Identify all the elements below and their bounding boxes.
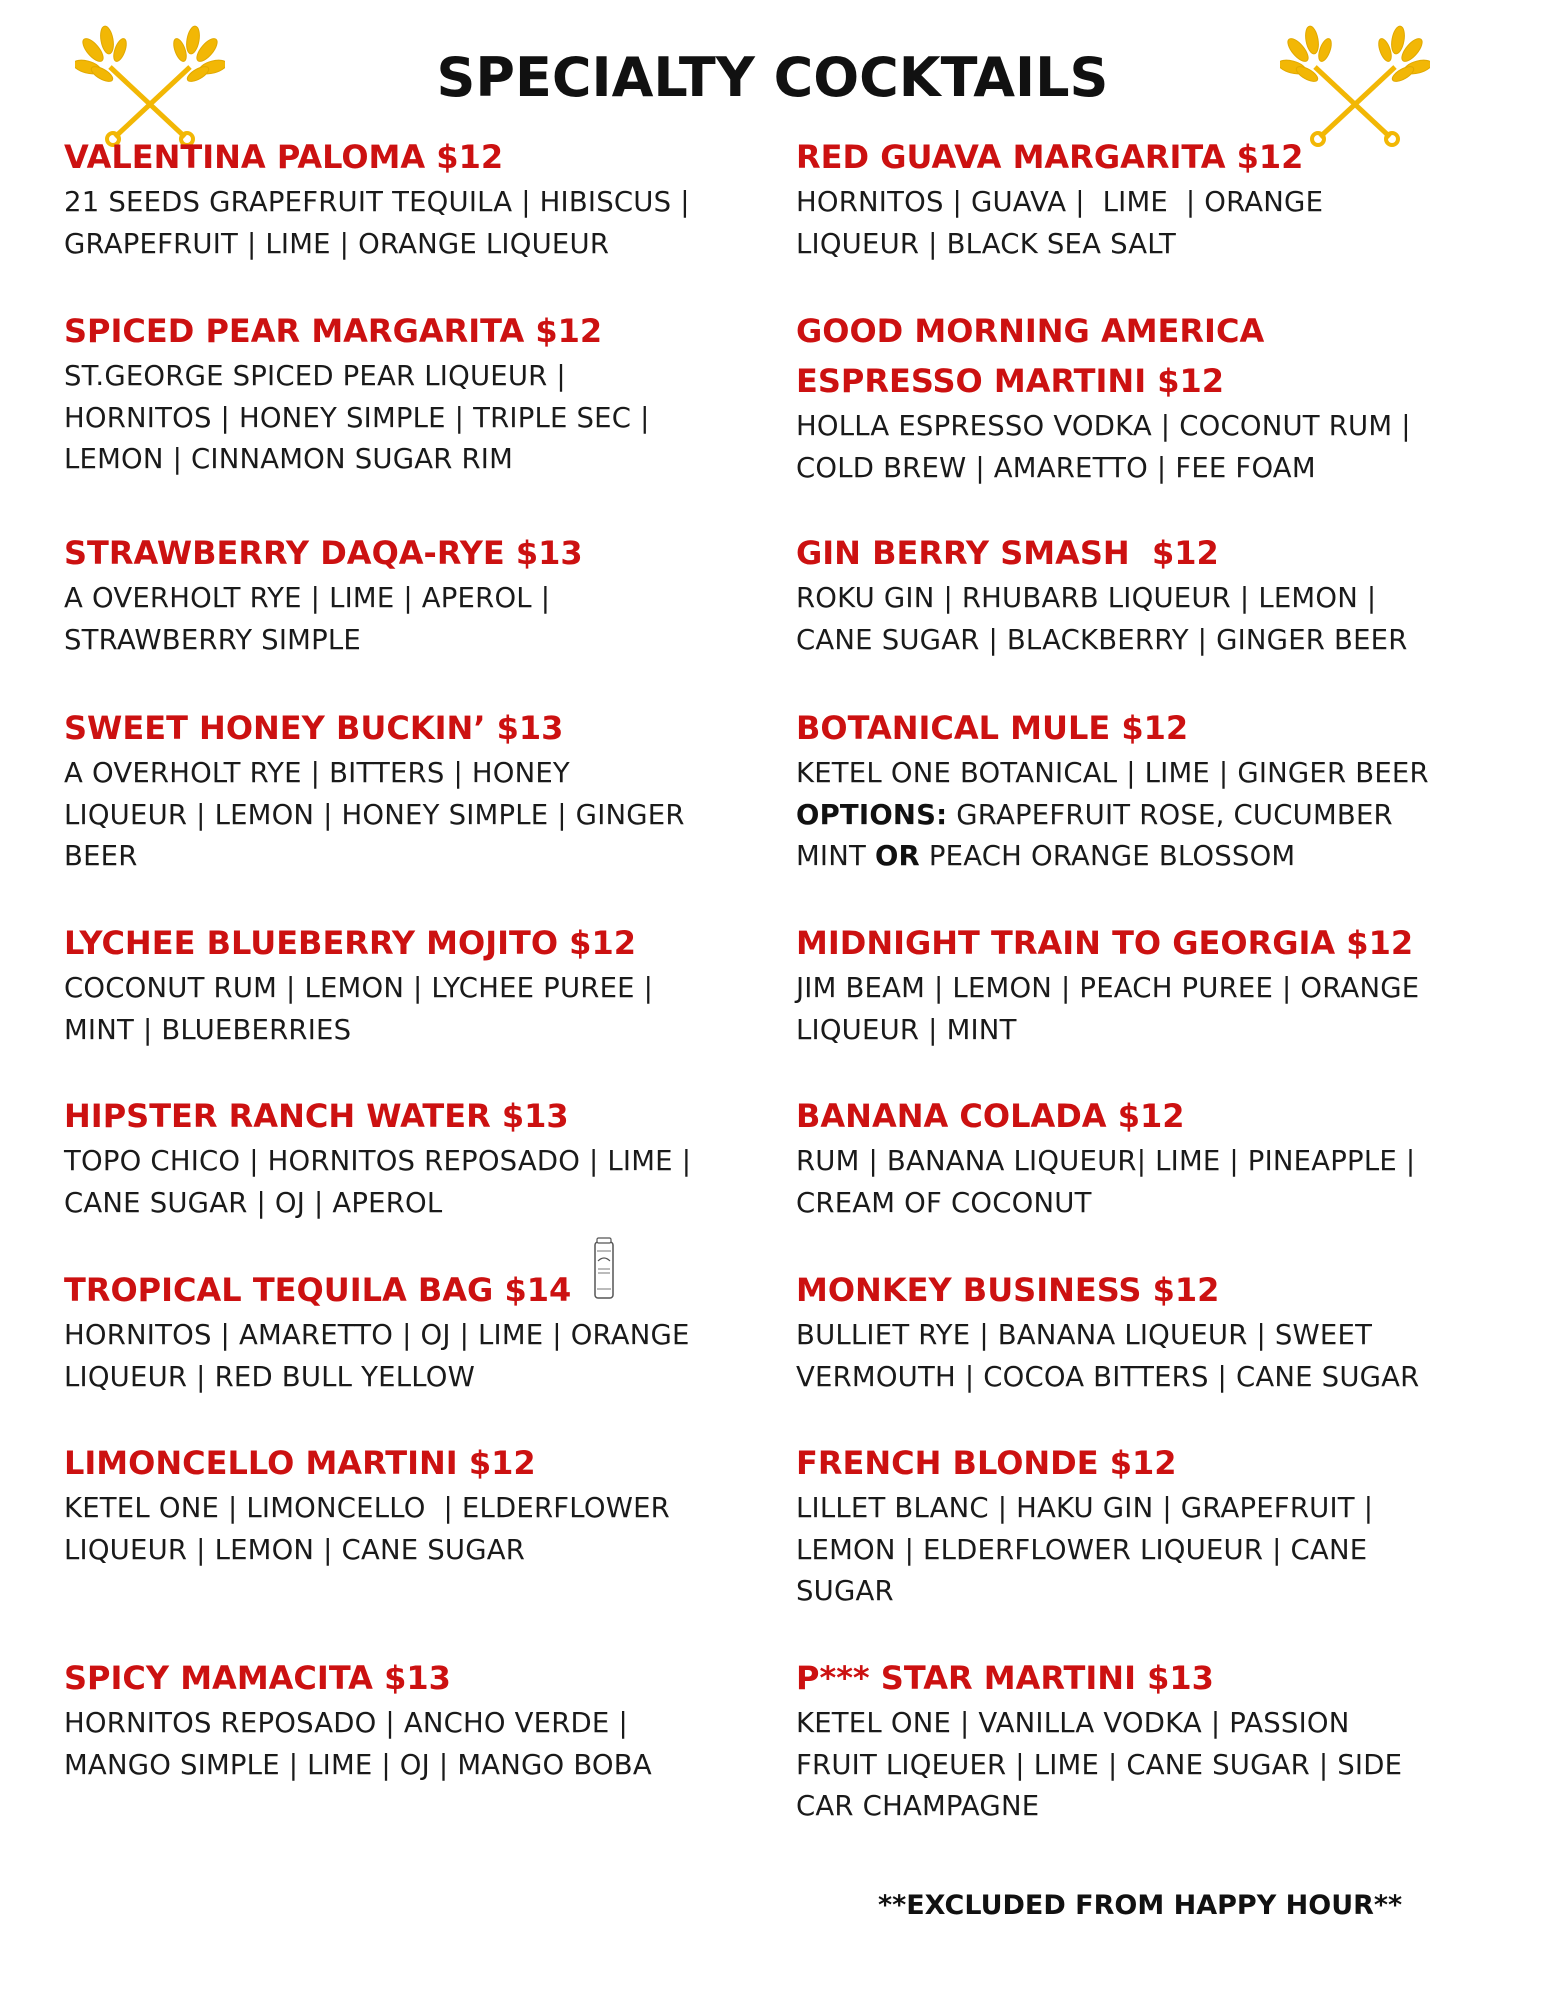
wheat-logo-right-icon bbox=[1280, 22, 1430, 150]
item-ingredients-line: HORNITOS | AMARETTO | OJ | LIME | ORANGE bbox=[64, 1319, 690, 1351]
item-name: LIMONCELLO MARTINI $12 bbox=[64, 1444, 536, 1482]
item-options-line bbox=[796, 836, 1511, 878]
item-ingredients-line: RUM | BANANA LIQUEUR| LIME | PINEAPPLE | bbox=[796, 1145, 1416, 1177]
item-ingredients-line: 21 SEEDS GRAPEFRUIT TEQUILA | HIBISCUS | bbox=[64, 186, 690, 218]
item-ingredients-line: HOLLA ESPRESSO VODKA | COCONUT RUM | bbox=[796, 410, 1411, 442]
menu-item bbox=[796, 1438, 1511, 1613]
item-name: MONKEY BUSINESS $12 bbox=[796, 1271, 1220, 1309]
item-ingredients-line: BEER bbox=[64, 840, 138, 872]
menu-item bbox=[64, 132, 764, 265]
page-title: SPECIALTY COCKTAILS bbox=[436, 46, 1109, 109]
item-ingredients-line: JIM BEAM | LEMON | PEACH PUREE | ORANGE bbox=[796, 972, 1420, 1004]
options-label: OPTIONS: bbox=[796, 798, 948, 831]
item-ingredients-line: A OVERHOLT RYE | LIME | APEROL | bbox=[64, 582, 551, 614]
item-ingredients-line: LEMON | ELDERFLOWER LIQUEUR | CANE bbox=[796, 1533, 1368, 1566]
item-ingredients-line: KETEL ONE | VANILLA VODKA | PASSION bbox=[796, 1707, 1350, 1739]
item-options-line bbox=[796, 795, 1511, 837]
item-name: HIPSTER RANCH WATER $13 bbox=[64, 1097, 569, 1135]
item-name: SWEET HONEY BUCKIN’ $13 bbox=[64, 709, 564, 747]
item-name: P*** STAR MARTINI $13 bbox=[796, 1659, 1214, 1697]
item-ingredients-line: CANE SUGAR | OJ | APEROL bbox=[64, 1186, 443, 1219]
item-ingredients-line: A OVERHOLT RYE | BITTERS | HONEY bbox=[64, 757, 570, 789]
item-ingredients-line: KETEL ONE BOTANICAL | LIME | GINGER BEER bbox=[796, 757, 1429, 789]
happy-hour-exclusion-note: **EXCLUDED FROM HAPPY HOUR** bbox=[878, 1890, 1403, 1921]
options-text: MINT bbox=[796, 840, 875, 872]
item-ingredients-line: KETEL ONE | LIMONCELLO | ELDERFLOWER bbox=[64, 1492, 670, 1524]
energy-drink-can-icon bbox=[592, 1237, 616, 1301]
item-name: VALENTINA PALOMA $12 bbox=[64, 138, 504, 176]
item-ingredients-line: LIQUEUR | MINT bbox=[796, 1013, 1017, 1046]
menu-item bbox=[796, 918, 1511, 1051]
item-ingredients-line: TOPO CHICO | HORNITOS REPOSADO | LIME | bbox=[64, 1145, 692, 1177]
menu-item bbox=[796, 1265, 1511, 1398]
options-text: GRAPEFRUIT ROSE, CUCUMBER bbox=[947, 798, 1393, 831]
item-ingredients-line: MANGO SIMPLE | LIME | OJ | MANGO BOBA bbox=[64, 1748, 652, 1781]
item-ingredients-line: CAR CHAMPAGNE bbox=[796, 1790, 1040, 1822]
item-ingredients-line: LIQUEUR | BLACK SEA SALT bbox=[796, 227, 1176, 260]
options-or: OR bbox=[874, 840, 920, 872]
menu-item bbox=[796, 703, 1511, 878]
item-name: BOTANICAL MULE $12 bbox=[796, 709, 1189, 747]
item-ingredients-line: GRAPEFRUIT | LIME | ORANGE LIQUEUR bbox=[64, 227, 610, 260]
item-ingredients-line: VERMOUTH | COCOA BITTERS | CANE SUGAR bbox=[796, 1360, 1420, 1393]
item-ingredients-line: ROKU GIN | RHUBARB LIQUEUR | LEMON | bbox=[796, 582, 1377, 614]
item-ingredients-line: LIQUEUR | LEMON | HONEY SIMPLE | GINGER bbox=[64, 798, 685, 831]
menu-item bbox=[796, 1653, 1511, 1828]
item-ingredients-line: COLD BREW | AMARETTO | FEE FOAM bbox=[796, 451, 1316, 484]
menu-item bbox=[64, 1653, 764, 1786]
menu-item bbox=[796, 306, 1511, 489]
item-ingredients-line: LILLET BLANC | HAKU GIN | GRAPEFRUIT | bbox=[796, 1492, 1374, 1524]
item-name: SPICED PEAR MARGARITA $12 bbox=[64, 312, 603, 350]
item-ingredients-line: LIQUEUR | RED BULL YELLOW bbox=[64, 1360, 476, 1393]
menu-item bbox=[64, 1091, 764, 1224]
item-name: LYCHEE BLUEBERRY MOJITO $12 bbox=[64, 924, 636, 962]
menu-item bbox=[64, 1438, 764, 1571]
item-ingredients-line: ST.GEORGE SPICED PEAR LIQUEUR | bbox=[64, 360, 566, 392]
item-name: FRENCH BLONDE $12 bbox=[796, 1444, 1177, 1482]
item-ingredients-line: HORNITOS | GUAVA | LIME | ORANGE bbox=[796, 186, 1324, 218]
item-name: GOOD MORNING AMERICA bbox=[796, 312, 1265, 350]
menu-item bbox=[796, 528, 1511, 661]
item-ingredients-line: MINT | BLUEBERRIES bbox=[64, 1013, 352, 1046]
item-ingredients-line: STRAWBERRY SIMPLE bbox=[64, 623, 361, 656]
item-ingredients-line: SUGAR bbox=[796, 1575, 894, 1607]
item-name: TROPICAL TEQUILA BAG $14 bbox=[64, 1271, 572, 1309]
item-ingredients-line: COCONUT RUM | LEMON | LYCHEE PUREE | bbox=[64, 972, 654, 1004]
item-ingredients-line: HORNITOS REPOSADO | ANCHO VERDE | bbox=[64, 1707, 628, 1739]
item-ingredients-line: BULLIET RYE | BANANA LIQUEUR | SWEET bbox=[796, 1319, 1373, 1351]
menu-item bbox=[796, 132, 1511, 265]
item-ingredients-line: HORNITOS | HONEY SIMPLE | TRIPLE SEC | bbox=[64, 401, 650, 434]
options-text: PEACH ORANGE BLOSSOM bbox=[919, 840, 1296, 872]
item-name: BANANA COLADA $12 bbox=[796, 1097, 1185, 1135]
item-ingredients-line: LEMON | CINNAMON SUGAR RIM bbox=[64, 443, 514, 475]
item-name: STRAWBERRY DAQA-RYE $13 bbox=[64, 534, 583, 572]
menu-item bbox=[64, 528, 764, 661]
item-name: RED GUAVA MARGARITA $12 bbox=[796, 138, 1304, 176]
item-ingredients-line: CREAM OF COCONUT bbox=[796, 1186, 1092, 1219]
item-ingredients-line: FRUIT LIQEUER | LIME | CANE SUGAR | SIDE bbox=[796, 1748, 1403, 1781]
item-ingredients-line: CANE SUGAR | BLACKBERRY | GINGER BEER bbox=[796, 623, 1408, 656]
item-ingredients-line: LIQUEUR | LEMON | CANE SUGAR bbox=[64, 1533, 526, 1566]
item-name: SPICY MAMACITA $13 bbox=[64, 1659, 451, 1697]
menu-item bbox=[64, 1265, 764, 1398]
menu-item bbox=[64, 703, 764, 878]
menu-item bbox=[796, 1091, 1511, 1224]
menu-item bbox=[64, 306, 764, 481]
menu-item bbox=[64, 918, 764, 1051]
item-name: ESPRESSO MARTINI $12 bbox=[796, 362, 1225, 400]
item-name: GIN BERRY SMASH $12 bbox=[796, 534, 1219, 572]
item-name: MIDNIGHT TRAIN TO GEORGIA $12 bbox=[796, 924, 1414, 962]
